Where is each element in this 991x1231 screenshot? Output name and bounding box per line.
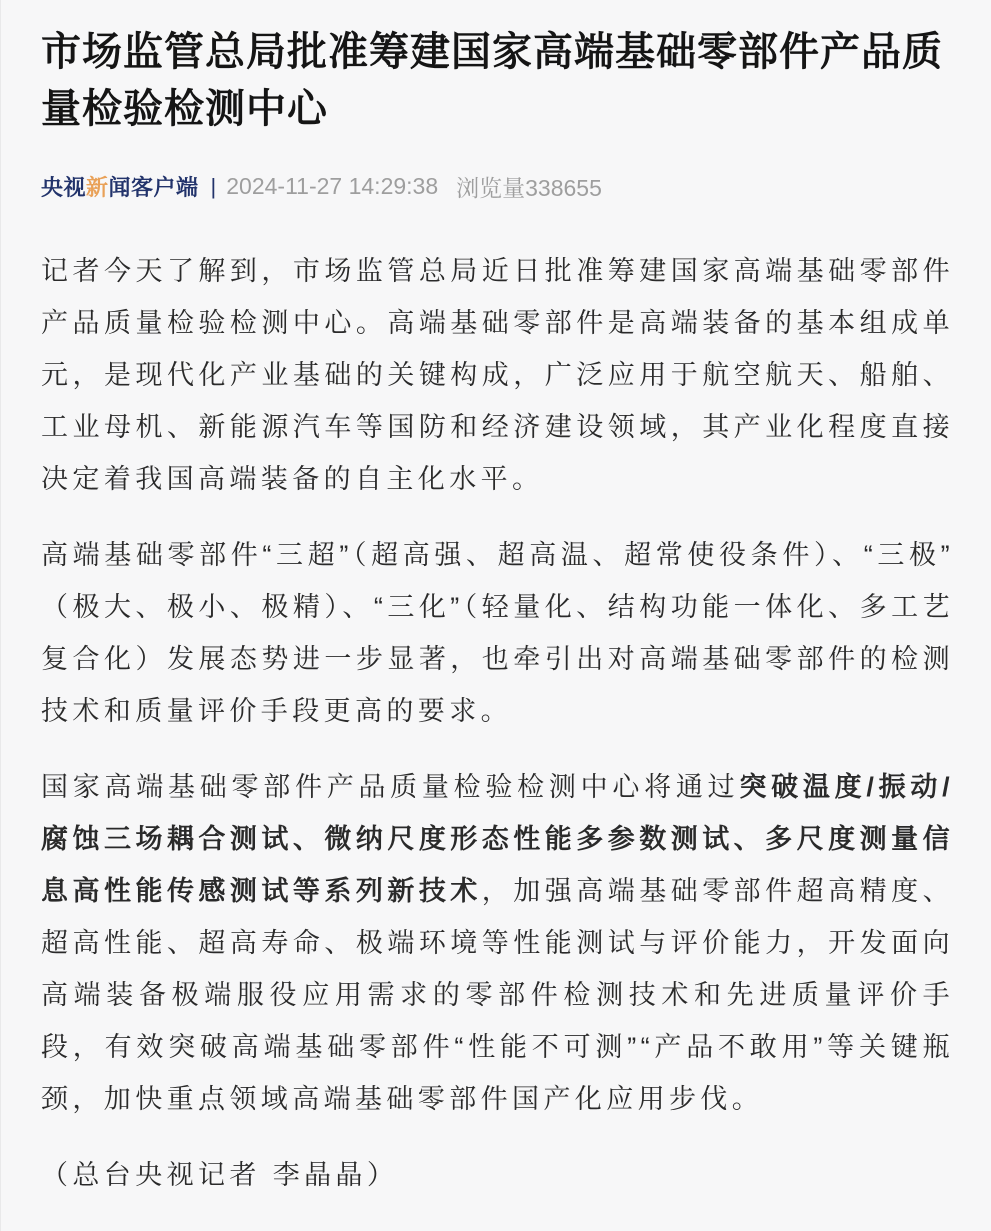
paragraph-1: 记者今天了解到，市场监管总局近日批准筹建国家高端基础零部件产品质量检验检测中心。高端基础零部件是高端装备的基本组成单元，是现代化产业基础的关键构成，广泛应用于航空航天、船舶、工业母机、新能源汽车等国防和经济建设领域，其产业化程度直接决定着我国高端装备的自主化水平。 — [41, 256, 954, 494]
source-brand-part-1: 央视 — [41, 175, 87, 200]
paragraph-3-lead: 国家高端基础零部件产品质量检验检测中心将通过 — [41, 772, 740, 802]
article-container — [1, 0, 991, 1231]
author-byline: （总台央视记者 李晶晶） — [41, 1160, 399, 1190]
paragraph-3 — [41, 761, 954, 1125]
publish-datetime: 2024-11-27 14:29:38 — [226, 173, 439, 199]
article-title: 市场监管总局批准筹建国家高端基础零部件产品质量检验检测中心 — [41, 30, 943, 131]
source-brand-accent: 新 — [86, 175, 109, 200]
paragraph-2: 高端基础零部件“三超”（超高强、超高温、超常使役条件）、“三极”（极大、极小、极精）、“三化”（轻量化、结构功能一体化、多工艺复合化）发展态势进一步显著，也牵引出对高端基础零部件的检测技术和质量评价手段更高的要求。 — [41, 540, 954, 726]
paragraph-3-bold-highlight: 突破温度/振动/腐蚀三场耦合测试、微纳尺度形态性能多参数测试、多尺度测量信息高性能传感测试等系列新技术 — [41, 772, 954, 906]
article-meta-row — [41, 170, 954, 203]
paragraph-3-tail: ，加强高端基础零部件超高精度、超高性能、超高寿命、极端环境等性能测试与评价能力，开发面向高端装备极端服役应用需求的零部件检测技术和先进质量评价手段，有效突破高端基础零部件“性能不可测”“产品不敢用”等关键瓶颈，加快重点领域高端基础零部件国产化应用步伐。 — [41, 876, 954, 1114]
article-body — [41, 245, 954, 1201]
meta-separator: | — [210, 173, 217, 199]
source-brand — [41, 171, 199, 202]
source-brand-part-2: 闻客户端 — [108, 175, 199, 200]
view-count: 浏览量338655 — [456, 175, 602, 201]
